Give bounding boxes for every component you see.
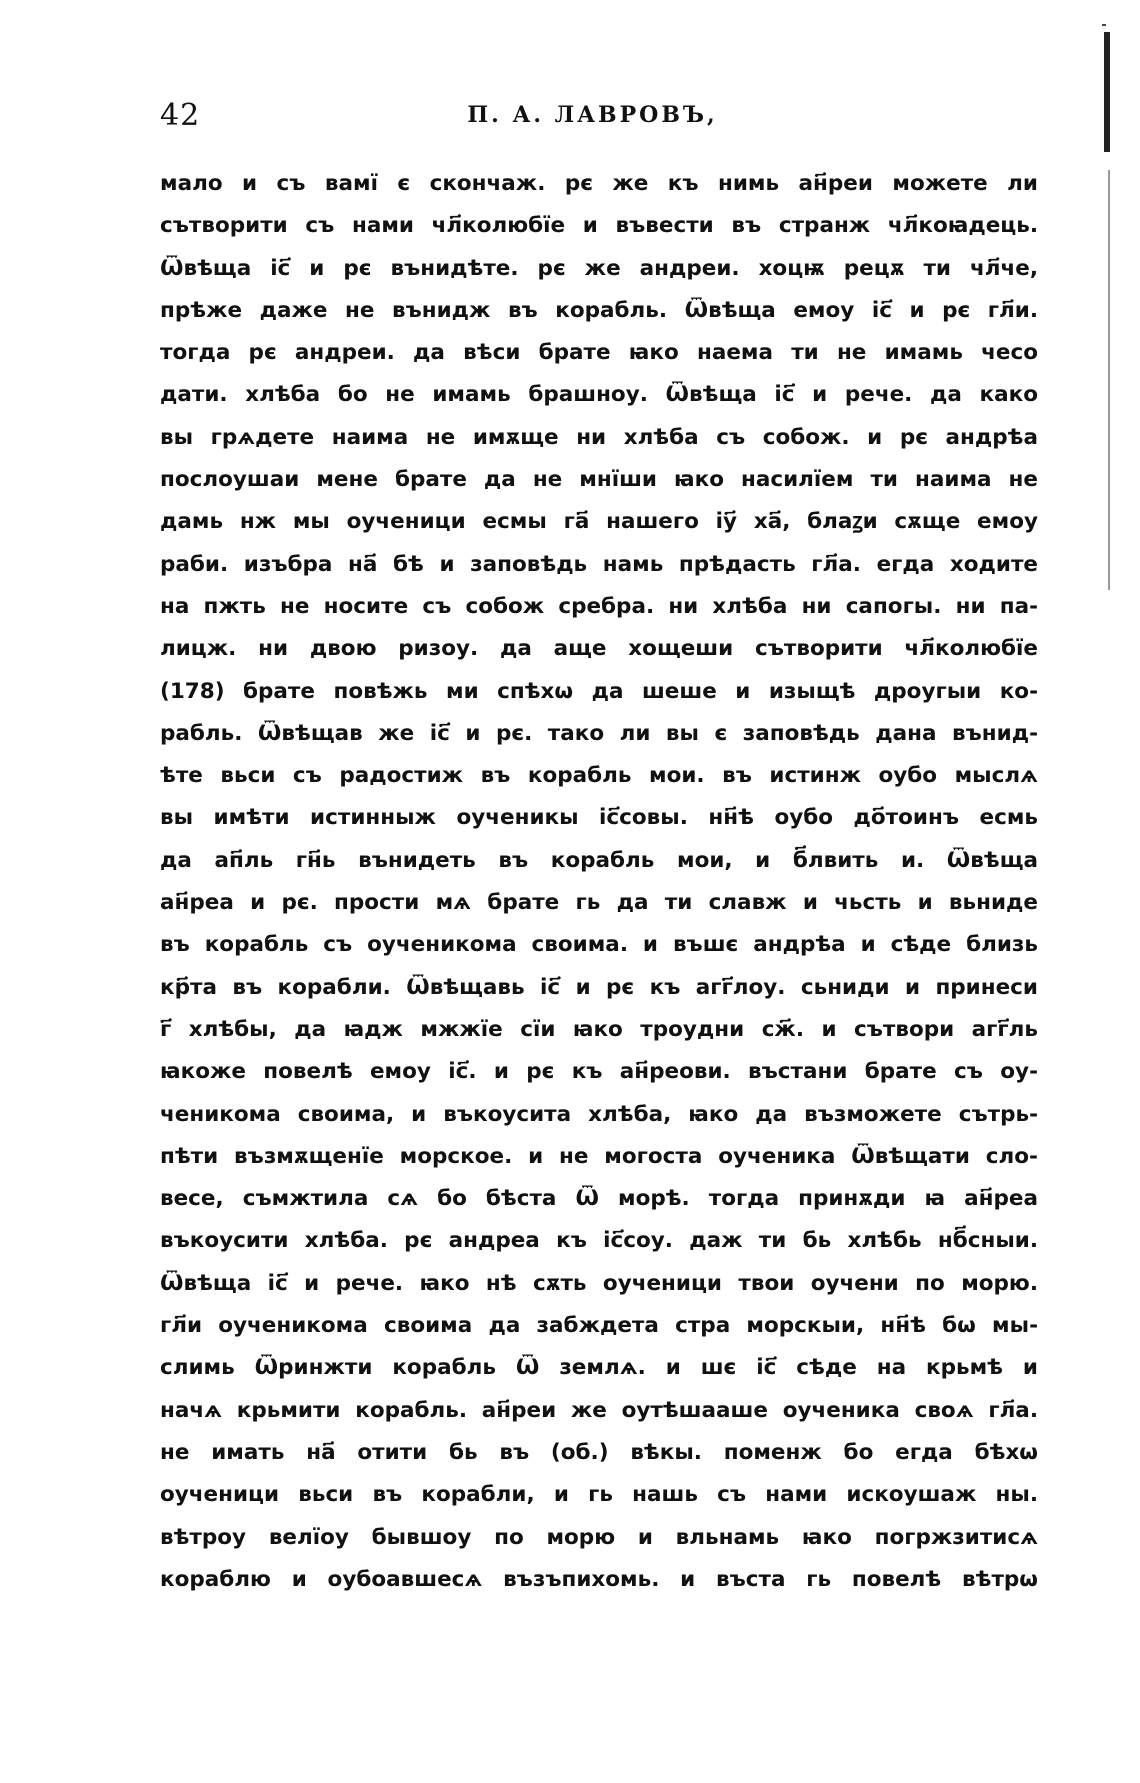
text-line: сътворити съ нами чл҃колюбїе и въвести въ странж чл҃коꙗдець.: [160, 213, 1038, 239]
text-line: (178) брате повѣжь ми спѣхѡ да шеше и изыщѣ дроугыи ко-: [160, 678, 1038, 704]
text-line: оученици вьси въ корабли, и гь нашь съ нами искоушаж ны.: [160, 1482, 1038, 1508]
text-line: ꙗкоже повелѣ емоу іс҃. и рє къ ан҃реови. въстани брате съ оу-: [160, 1059, 1038, 1085]
text-line: ан҃реа и рє. прости мѧ брате гь да ти славж и чьсть и вьниде: [160, 890, 1038, 916]
margin-mark: [1102, 24, 1106, 26]
text-line: на пжть не носите съ собож сребра. ни хлѣба ни сапогы. ни па-: [160, 593, 1038, 619]
text-line: мало и съ вамї є скончаж. рє же къ нимь ан҃реи можете ли: [160, 171, 1038, 196]
page-number: 42: [160, 98, 201, 133]
text-line: раби. изъбра на҃ бѣ и заповѣдь намь прѣдасть гл҃а. егда ходите: [160, 551, 1038, 577]
text-line: кр҃та въ корабли. Ѿвѣщавь іс҃ и рє къ агг҃лоу. сьниди и принеси: [160, 974, 1038, 1000]
text-line: ѣте вьси съ радостиж въ корабль мои. въ истинж оубо мыслѧ: [160, 763, 1038, 789]
text-line: вы имѣти истинныж оученикы іс҃совы. нн҃ѣ оубо до҃тоинъ есмь: [160, 805, 1038, 831]
text-line: да ап҃ль гн҃ь вънидеть въ корабль мои, и б҃лвить и. Ѿвѣща: [160, 847, 1038, 873]
text-line: г҃ хлѣбы, да ꙗдж мжжїе сїи ꙗко троудни сж҃. и сътвори агг҃ль: [160, 1016, 1038, 1042]
text-line: кораблю и оубоавшесѧ възъпихомь. и въста гь повелѣ вѣтрѡ: [160, 1566, 1038, 1592]
text-line: вѣтроу велїоу бывшоу по морю и вльнамь ꙗко погржзитисѧ: [160, 1524, 1038, 1550]
text-line: лицж. ни двою ризоу. да аще хощеши сътворити чл҃колюбїе: [160, 636, 1038, 662]
text-line: рабль. Ѿвѣщав же іс҃ и рє. тако ли вы є заповѣдь дана вънид-: [160, 720, 1038, 746]
text-line: начѧ крьмити корабль. ан҃реи же оутѣшааше оученика своѧ гл҃а.: [160, 1397, 1038, 1423]
text-line: дамь нж мы оученици есмы га҃ нашего іу҃ ха҃, блаꙁи сѫще емоу: [160, 509, 1038, 535]
text-line: въкоусити хлѣба. рє андреа къ іс҃соу. даж ти бь хлѣбь нб҃сныи.: [160, 1228, 1038, 1254]
text-line: Ѿвѣща іс҃ и рече. ꙗко нѣ сѫть оученици твои оучени по морю.: [160, 1270, 1038, 1296]
text-line: въ корабль съ оученикома своима. и въшє андрѣа и сѣде близь: [160, 932, 1038, 958]
text-line: дати. хлѣба бо не имамь брашноу. Ѿвѣща іс҃ и рече. да како: [160, 382, 1038, 408]
text-line: послоушаи мене брате да не мнїши ꙗко насилїем ти наима не: [160, 467, 1038, 493]
text-line: прѣже даже не вънидж въ корабль. Ѿвѣща емоу іс҃ и рє гл҃и.: [160, 297, 1038, 323]
text-line: не имать на҃ отити бь въ (об.) вѣкы. поменж бо егда бѣхѡ: [160, 1439, 1038, 1465]
text-line: весе, съмжтила сѧ бо бѣста Ѿ морѣ. тогда принѫди ꙗ ан҃реа: [160, 1186, 1038, 1212]
text-block: [160, 163, 1038, 1601]
page-edge-thin-rule: [1108, 170, 1110, 590]
running-head: П. А. ЛАВРОВЪ,: [467, 102, 718, 128]
page-edge-rule: [1104, 32, 1110, 152]
text-line: слимь Ѿринжти корабль Ѿ землѧ. и шє іс҃ сѣде на крьмѣ и: [160, 1355, 1038, 1381]
page-header: [160, 98, 1025, 138]
text-line: ченикома своима, и въкоусита хлѣба, ꙗко да възможете сътрь-: [160, 1101, 1038, 1127]
text-line: Ѿвѣща іс҃ и рє вънидѣте. рє же андреи. хоцѭ рецѫ ти чл҃че,: [160, 255, 1038, 281]
text-line: пѣти възмѫщенїе морское. и не могоста оученика Ѿвѣщати сло-: [160, 1143, 1038, 1169]
text-line: вы грѧдете наима не имѫще ни хлѣба съ собож. и рє андрѣа: [160, 424, 1038, 450]
text-line: гл҃и оученикома своима да забждета стра морскыи, нн҃ѣ бѡ мы-: [160, 1313, 1038, 1339]
text-line: тогда рє андреи. да вѣси брате ꙗко наема ти не имамь чесо: [160, 340, 1038, 366]
